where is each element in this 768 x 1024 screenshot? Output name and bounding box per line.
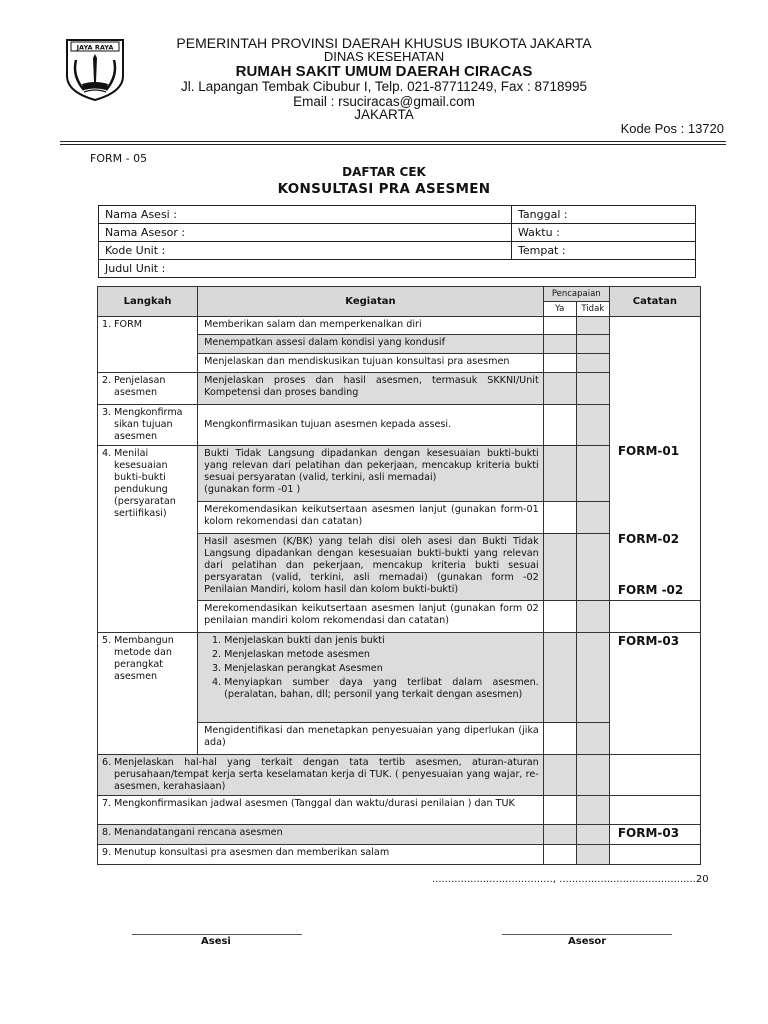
- step-1: [98, 317, 198, 373]
- step-label: Membangun metode dan perangkat asesmen: [114, 635, 174, 682]
- step-number: 9.: [102, 847, 112, 858]
- method-list: [204, 635, 539, 701]
- header-divider-2: [60, 144, 726, 145]
- tidak-checkbox[interactable]: [576, 723, 609, 755]
- header-tidak: Tidak: [576, 302, 609, 317]
- catatan-cell: [609, 825, 700, 845]
- catatan-empty: [609, 601, 700, 633]
- asesi-label: Asesi: [201, 936, 231, 947]
- step-number: 5.: [102, 635, 112, 646]
- step-number: 3.: [102, 407, 112, 418]
- header-email: Email : rsuciracas@gmail.com: [293, 94, 475, 109]
- asesi-signature-line[interactable]: [132, 934, 302, 935]
- activity-note: (gunakan form -01 ): [204, 484, 301, 495]
- activity-confirm-purpose: Mengkonfirmasikan tujuan asesmen kepada assesi.: [198, 405, 544, 446]
- tidak-checkbox[interactable]: [576, 845, 609, 865]
- activity-explain-purpose: Menjelaskan dan mendiskusikan tujuan konsultasi pra asesmen: [198, 354, 544, 373]
- activity-recommend-form01: Merekomendasikan keikutsertaan asesmen lanjut (gunakan form-01 kolom rekomendasi dan catatan): [198, 502, 544, 534]
- tempat-field[interactable]: Tempat :: [512, 242, 696, 260]
- step-number: 4.: [102, 448, 112, 459]
- step-number: 8.: [102, 827, 112, 838]
- header-postal-code: Kode Pos : 13720: [620, 121, 724, 136]
- step-label: Menilai kesesuaian bukti-bukti pendukung (persyaratan sertiifikasi): [114, 448, 176, 519]
- header-pencapaian: Pencapaian: [543, 287, 609, 302]
- header-government-line: PEMERINTAH PROVINSI DAERAH KHUSUS IBUKOTA JAKARTA: [176, 35, 592, 51]
- step-label: FORM: [114, 319, 143, 330]
- activity-build-method: [198, 633, 544, 723]
- step-label: Mengkonfirma sikan tujuan asesmen: [114, 407, 183, 442]
- activity-indirect-evidence: [198, 446, 544, 502]
- activity-explain-process: Menjelaskan proses dan hasil asesmen, termasuk SKKNI/Unit Kompetensi dan proses banding: [198, 373, 544, 405]
- step-label: Menjelaskan hal-hal yang terkait dengan tata tertib asesmen, aturan-aturan perusahaan/tempat kerja serta keselamatan kerja di TUK. ( penyesuaian yang wajar, re-asesmen, kerahasiaan): [114, 757, 539, 792]
- asesor-signature-line[interactable]: [502, 934, 672, 935]
- catatan-cell: [609, 317, 700, 601]
- step-number: 6.: [102, 757, 112, 768]
- tidak-checkbox[interactable]: [576, 534, 609, 601]
- catatan-empty: [609, 796, 700, 825]
- tidak-checkbox[interactable]: [576, 373, 609, 405]
- list-item: 2. Menjelaskan metode asesmen: [224, 649, 539, 661]
- ya-checkbox[interactable]: [543, 317, 576, 335]
- activity-assessment-result: Hasil asesmen (K/BK) yang telah disi oleh asesi dan Bukti Tidak Langsung dipadankan dengan kesesuaian bukti-bukti yang relevan dari pelatihan dan pekerjaan, mencakup kriteria bukti sesuai persyaratan (valid, terkini, asli memadai) (gunakan form -02 Penilaian Mandiri, kolom hasil dan kolom bukti-bukti): [198, 534, 544, 601]
- activity-greeting: Memberikan salam dan memperkenalkan diri: [198, 317, 544, 335]
- list-item: 1. Menjelaskan bukti dan jenis bukti: [224, 635, 539, 647]
- ya-checkbox[interactable]: [543, 446, 576, 502]
- ya-checkbox[interactable]: [543, 354, 576, 373]
- step-number: 7.: [102, 798, 112, 809]
- tidak-checkbox[interactable]: [576, 825, 609, 845]
- ya-checkbox[interactable]: [543, 335, 576, 354]
- step-label: Menandatangani rencana asesmen: [114, 827, 283, 838]
- ya-checkbox[interactable]: [543, 534, 576, 601]
- ya-checkbox[interactable]: [543, 825, 576, 845]
- header-kegiatan: Kegiatan: [198, 287, 544, 317]
- tidak-checkbox[interactable]: [576, 633, 609, 723]
- header-ya: Ya: [543, 302, 576, 317]
- catatan-empty: [609, 845, 700, 865]
- document-subtitle: KONSULTASI PRA ASESMEN: [277, 181, 491, 197]
- document-title: DAFTAR CEK: [342, 165, 426, 179]
- header-catatan: Catatan: [609, 287, 700, 317]
- activity-identify-adjustments: Mengidentifikasi dan menetapkan penyesuaian yang diperlukan (jika ada): [198, 723, 544, 755]
- activity-conducive: Menempatkan assesi dalam kondisi yang kondusif: [198, 335, 544, 354]
- list-item: 3. Menjelaskan perangkat Asesmen: [224, 663, 539, 675]
- ya-checkbox[interactable]: [543, 845, 576, 865]
- header-divider: [60, 141, 726, 142]
- waktu-field[interactable]: Waktu :: [512, 224, 696, 242]
- ya-checkbox[interactable]: [543, 601, 576, 633]
- ya-checkbox[interactable]: [543, 755, 576, 796]
- step-8: [98, 825, 544, 845]
- note-form-01: FORM-01: [617, 444, 680, 458]
- date-line[interactable]: ......................................, ...........................................20: [432, 874, 709, 885]
- checklist-table: [97, 286, 701, 865]
- logo-motto: JAYA RAYA: [76, 43, 114, 52]
- tidak-checkbox[interactable]: [576, 502, 609, 534]
- catatan-cell: [609, 633, 700, 755]
- info-table: [98, 205, 696, 278]
- note-form-02b: FORM -02: [617, 583, 684, 597]
- asesor-label: Asesor: [568, 936, 607, 947]
- step-number: 2.: [102, 375, 112, 386]
- ya-checkbox[interactable]: [543, 502, 576, 534]
- kode-unit-field[interactable]: Kode Unit :: [99, 242, 512, 260]
- tidak-checkbox[interactable]: [576, 796, 609, 825]
- tidak-checkbox[interactable]: [576, 446, 609, 502]
- list-item: 4. Menyiapkan sumber daya yang terlibat dalam asesmen. (peralatan, bahan, dll; personil yang terkait dengan asesmen): [224, 677, 539, 701]
- header-langkah: Langkah: [98, 287, 198, 317]
- step-9: [98, 845, 544, 865]
- ya-checkbox[interactable]: [543, 723, 576, 755]
- step-label: Penjelasan asesmen: [114, 375, 166, 398]
- tidak-checkbox[interactable]: [576, 335, 609, 354]
- tidak-checkbox[interactable]: [576, 354, 609, 373]
- ya-checkbox[interactable]: [543, 373, 576, 405]
- step-label: Menutup konsultasi pra asesmen dan memberikan salam: [114, 847, 390, 858]
- step-7: [98, 796, 544, 825]
- judul-unit-field[interactable]: Judul Unit :: [99, 260, 696, 278]
- tidak-checkbox[interactable]: [576, 601, 609, 633]
- form-number: FORM - 05: [90, 152, 148, 165]
- tidak-checkbox[interactable]: [576, 317, 609, 335]
- nama-asesor-field[interactable]: Nama Asesor :: [99, 224, 512, 242]
- header-department-line: DINAS KESEHATAN: [323, 49, 445, 64]
- activity-text: Bukti Tidak Langsung dipadankan dengan kesesuaian bukti-bukti yang relevan dari pelatihan dan pekerjaan, mencakup kriteria bukti sesuai persyaratan (valid, terkini, asli memadai): [204, 448, 539, 483]
- step-number: 1.: [102, 319, 112, 330]
- tidak-checkbox[interactable]: [576, 755, 609, 796]
- header-hospital-name: RUMAH SAKIT UMUM DAERAH CIRACAS: [235, 63, 533, 80]
- step-3: [98, 405, 198, 446]
- note-form-03: FORM-03: [617, 634, 680, 648]
- catatan-empty: [609, 755, 700, 796]
- tidak-checkbox[interactable]: [576, 405, 609, 446]
- header-address: Jl. Lapangan Tembak Cibubur I, Telp. 021-87711249, Fax : 8718995: [180, 79, 588, 94]
- activity-recommend-form02: Merekomendasikan keikutsertaan asesmen lanjut (gunakan form 02 penilaian mandiri kolom rekomendasi dan catatan): [198, 601, 544, 633]
- note-form-03b: FORM-03: [617, 826, 680, 840]
- header-city: JAKARTA: [354, 107, 414, 122]
- tanggal-field[interactable]: Tanggal :: [512, 206, 696, 224]
- ya-checkbox[interactable]: [543, 633, 576, 723]
- step-2: [98, 373, 198, 405]
- step-5: [98, 633, 198, 755]
- step-6: [98, 755, 544, 796]
- nama-asesi-field[interactable]: Nama Asesi :: [99, 206, 512, 224]
- note-form-02: FORM-02: [617, 532, 680, 546]
- step-4: [98, 446, 198, 633]
- ya-checkbox[interactable]: [543, 405, 576, 446]
- ya-checkbox[interactable]: [543, 796, 576, 825]
- step-label: Mengkonfirmasikan jadwal asesmen (Tanggal dan waktu/durasi penilaian ) dan TUK: [114, 798, 515, 809]
